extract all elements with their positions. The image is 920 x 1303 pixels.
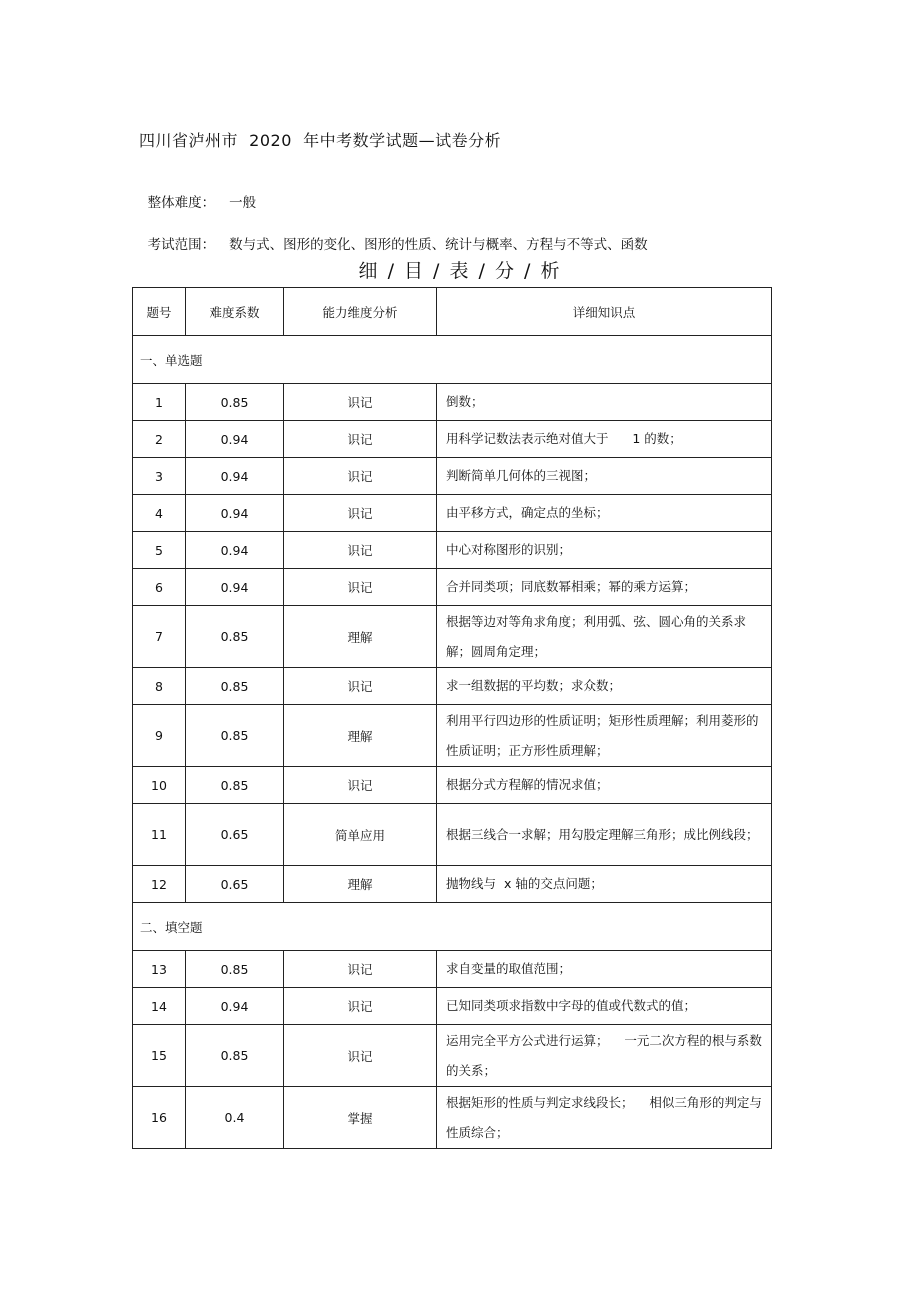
knowledge-point: 用科学记数法表示绝对值大于 1 的数； [437, 421, 772, 458]
ability-dimension: 理解 [284, 866, 437, 903]
difficulty-coefficient: 0.85 [186, 951, 284, 988]
question-number: 3 [133, 458, 186, 495]
knowledge-point: 求自变量的取值范围； [437, 951, 772, 988]
difficulty-coefficient: 0.85 [186, 1025, 284, 1087]
knowledge-point: 判断简单几何体的三视图； [437, 458, 772, 495]
difficulty-coefficient: 0.85 [186, 668, 284, 705]
document-title: 四川省泸州市 2020 年中考数学试题—试卷分析 [139, 131, 502, 150]
knowledge-point: 利用平行四边形的性质证明；矩形性质理解；利用菱形的性质证明；正方形性质理解； [437, 705, 772, 767]
ability-dimension: 识记 [284, 951, 437, 988]
knowledge-point: 抛物线与 x 轴的交点问题； [437, 866, 772, 903]
ability-dimension: 理解 [284, 705, 437, 767]
table-row [133, 804, 772, 866]
difficulty-coefficient: 0.65 [186, 804, 284, 866]
question-number: 6 [133, 569, 186, 606]
difficulty-coefficient: 0.85 [186, 606, 284, 668]
difficulty-coefficient: 0.65 [186, 866, 284, 903]
section-title: 二、填空题 [133, 903, 772, 951]
ability-dimension: 识记 [284, 1025, 437, 1087]
table-row [133, 1025, 772, 1087]
difficulty-coefficient: 0.94 [186, 421, 284, 458]
table-body [133, 336, 772, 1149]
question-number: 13 [133, 951, 186, 988]
table-row [133, 458, 772, 495]
analysis-table [132, 287, 772, 1149]
question-number: 8 [133, 668, 186, 705]
table-header-row [133, 288, 772, 336]
scope-value: 数与式、图形的变化、图形的性质、统计与概率、方程与不等式、函数 [229, 237, 648, 253]
difficulty-label: 整体难度： [147, 195, 216, 211]
ability-dimension: 掌握 [284, 1087, 437, 1149]
section-row [133, 336, 772, 384]
question-number: 7 [133, 606, 186, 668]
knowledge-point: 中心对称图形的识别； [437, 532, 772, 569]
difficulty-coefficient: 0.94 [186, 532, 284, 569]
ability-dimension: 识记 [284, 668, 437, 705]
knowledge-point: 根据矩形的性质与判定求线段长； 相似三角形的判定与性质综合； [437, 1087, 772, 1149]
difficulty-coefficient: 0.85 [186, 767, 284, 804]
ability-dimension: 识记 [284, 495, 437, 532]
knowledge-point: 合并同类项；同底数幂相乘；幂的乘方运算； [437, 569, 772, 606]
knowledge-point: 倒数； [437, 384, 772, 421]
ability-dimension: 简单应用 [284, 804, 437, 866]
column-header-difficulty: 难度系数 [186, 288, 284, 336]
section-row [133, 903, 772, 951]
column-header-knowledge: 详细知识点 [437, 288, 772, 336]
knowledge-point: 根据等边对等角求角度；利用弧、弦、圆心角的关系求解；圆周角定理； [437, 606, 772, 668]
table-row [133, 668, 772, 705]
knowledge-point: 求一组数据的平均数；求众数； [437, 668, 772, 705]
difficulty-coefficient: 0.94 [186, 458, 284, 495]
question-number: 16 [133, 1087, 186, 1149]
knowledge-point: 已知同类项求指数中字母的值或代数式的值； [437, 988, 772, 1025]
ability-dimension: 识记 [284, 988, 437, 1025]
table-row [133, 866, 772, 903]
table-row [133, 705, 772, 767]
table-row [133, 1087, 772, 1149]
scope-label: 考试范围： [147, 237, 216, 253]
ability-dimension: 识记 [284, 458, 437, 495]
table-row [133, 767, 772, 804]
ability-dimension: 识记 [284, 421, 437, 458]
difficulty-coefficient: 0.94 [186, 569, 284, 606]
knowledge-point: 由平移方式，确定点的坐标； [437, 495, 772, 532]
column-header-number: 题号 [133, 288, 186, 336]
table-row [133, 569, 772, 606]
question-number: 10 [133, 767, 186, 804]
ability-dimension: 识记 [284, 532, 437, 569]
knowledge-point: 根据分式方程解的情况求值； [437, 767, 772, 804]
ability-dimension: 识记 [284, 569, 437, 606]
table-row [133, 532, 772, 569]
question-number: 2 [133, 421, 186, 458]
difficulty-coefficient: 0.4 [186, 1087, 284, 1149]
question-number: 12 [133, 866, 186, 903]
question-number: 15 [133, 1025, 186, 1087]
question-number: 5 [133, 532, 186, 569]
difficulty-coefficient: 0.85 [186, 384, 284, 421]
knowledge-point: 根据三线合一求解；用勾股定理解三角形；成比例线段； [437, 804, 772, 866]
question-number: 11 [133, 804, 186, 866]
question-number: 9 [133, 705, 186, 767]
question-number: 1 [133, 384, 186, 421]
table-row [133, 988, 772, 1025]
difficulty-coefficient: 0.94 [186, 495, 284, 532]
difficulty-coefficient: 0.85 [186, 705, 284, 767]
column-header-ability: 能力维度分析 [284, 288, 437, 336]
table-row [133, 606, 772, 668]
ability-dimension: 理解 [284, 606, 437, 668]
ability-dimension: 识记 [284, 384, 437, 421]
table-row [133, 951, 772, 988]
table-row [133, 421, 772, 458]
ability-dimension: 识记 [284, 767, 437, 804]
difficulty-coefficient: 0.94 [186, 988, 284, 1025]
section-title: 一、单选题 [133, 336, 772, 384]
table-row [133, 495, 772, 532]
question-number: 4 [133, 495, 186, 532]
table-title: 细 / 目 / 表 / 分 / 析 [358, 260, 562, 282]
question-number: 14 [133, 988, 186, 1025]
knowledge-point: 运用完全平方公式进行运算； 一元二次方程的根与系数的关系； [437, 1025, 772, 1087]
difficulty-line [139, 175, 256, 211]
scope-line [139, 217, 648, 253]
table-row [133, 384, 772, 421]
difficulty-value: 一般 [229, 195, 257, 211]
